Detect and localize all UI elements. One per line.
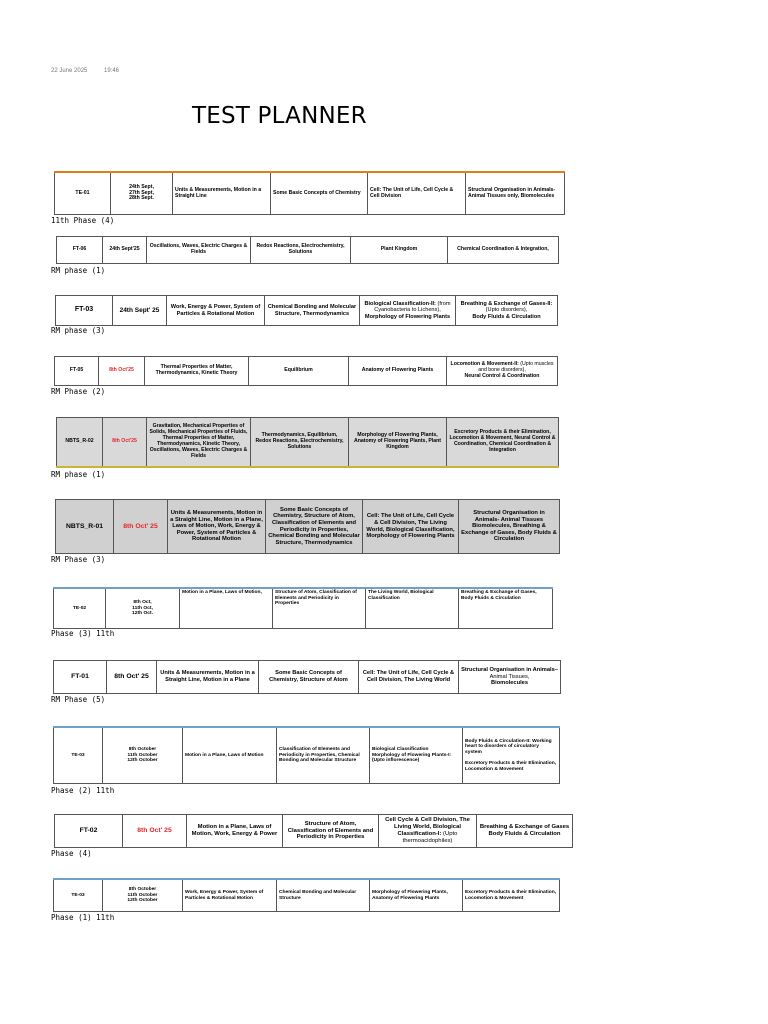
- zoology-syllabus: Structural Organisation in Animals– Animal Tissues, Biomolecules: [459, 661, 561, 694]
- zoology-syllabus: Breathing & Exchange of Gases, Body Fluids & Circulation: [459, 588, 553, 629]
- test-table-ft03: [55, 295, 558, 326]
- chemistry-syllabus: Chemical Bonding and Molecular Structure, Thermodynamics: [265, 296, 360, 326]
- test-date: 24th Sept'25: [103, 237, 147, 264]
- test-table-ft06: [56, 236, 559, 264]
- test-date: 8th Oct' 25: [123, 815, 187, 848]
- zoology-syllabus: Breathing & Exchange of Gases Body Fluids & Circulation: [477, 815, 573, 848]
- physics-syllabus: Thermal Properties of Matter, Thermodynamics, Kinetic Theory: [145, 357, 249, 386]
- phase-caption: Phase (1) 11th: [51, 913, 115, 922]
- test-table-te02: [53, 587, 553, 629]
- botany-syllabus: Cell: The Unit of Life, Cell Cycle & Cell Division: [368, 172, 466, 215]
- test-date: 8th October 11th October 12th October: [103, 879, 183, 912]
- phase-caption: RM phase (1): [51, 470, 106, 479]
- physics-syllabus: Motion in a Plane, Laws of Motion,: [180, 588, 273, 629]
- phase-caption: Phase (4): [51, 849, 92, 858]
- test-code: NBTS_R-01: [56, 500, 114, 554]
- test-code: FT-02: [55, 815, 123, 848]
- phase-caption: RM Phase (5): [51, 695, 106, 704]
- zoology-syllabus: Structural Organisation in Animals- Animal Tissues Biomolecules, Breathing & Exchange of Gases, Body Fluids & Circulation: [459, 500, 560, 554]
- test-table-ft01: [53, 660, 561, 694]
- test-code: TE-03: [54, 879, 103, 912]
- test-date: 8th Oct' 25: [107, 661, 157, 694]
- phase-caption: 11th Phase (4): [51, 216, 115, 225]
- page-title: TEST PLANNER: [192, 103, 367, 129]
- test-table-te03-a: [53, 726, 560, 784]
- test-date: 8th Oct'25: [103, 418, 147, 468]
- note-date: 22 June 2025: [51, 68, 88, 74]
- test-table-te03-b: [53, 878, 560, 912]
- zoology-syllabus: Locomotion & Movement-II: (Upto muscles and bone disorders), Neural Control & Coordination: [447, 357, 558, 386]
- physics-syllabus: Gravitation, Mechanical Properties of Solids, Mechanical Properties of Fluids, Thermal Properties of Matter, Thermodynamics, Kinetic Theory, Oscillations, Waves, Electric Charges & Fields: [147, 418, 251, 468]
- test-code: FT-06: [57, 237, 103, 264]
- test-table-ft02: [54, 814, 573, 848]
- botany-syllabus: Biological Classification Morphology of Flowering Plants-I: (Upto inflorescence): [370, 727, 463, 784]
- chemistry-syllabus: Some Basic Concepts of Chemistry, Structure of Atom: [259, 661, 359, 694]
- botany-syllabus: Anatomy of Flowering Plants: [349, 357, 447, 386]
- test-date: 24th Sept, 27th Sept, 28th Sept.: [111, 172, 173, 215]
- physics-syllabus: Motion in a Plane, Laws of Motion, Work, Energy & Power: [187, 815, 283, 848]
- test-date: 8th Oct, 11th Oct, 12th Oct.: [106, 588, 180, 629]
- phase-caption: RM Phase (2): [51, 387, 106, 396]
- botany-syllabus: Morphology of Flowering Plants, Anatomy of Flowering Plants, Plant Kingdom: [349, 418, 447, 468]
- botany-syllabus: The Living World, Biological Classification: [366, 588, 459, 629]
- botany-syllabus: Cell Cycle & Cell Division, The Living World, Biological Classification-I: (Upto thermoacidophiles): [379, 815, 477, 848]
- botany-syllabus: Biological Classification-II: (from Cyanobacteria to Lichens), Morphology of Flowering Plants: [360, 296, 456, 326]
- chemistry-syllabus: Structure of Atom, Classification of Elements and Periodicity in Properties: [273, 588, 366, 629]
- physics-syllabus: Units & Measurements, Motion in a Straight Line: [173, 172, 271, 215]
- chemistry-syllabus: Chemical Bonding and Molecular Structure: [277, 879, 370, 912]
- botany-syllabus: Cell: The Unit of Life, Cell Cycle & Cell Division, The Living World, Biological Classification, Morphology of Flowering Plants: [363, 500, 459, 554]
- test-table-nbts-r02: [56, 417, 559, 468]
- zoology-syllabus: Breathing & Exchange of Gases-II: (Upto disorders), Body Fluids & Circulation: [456, 296, 558, 326]
- botany-syllabus: Plant Kingdom: [351, 237, 448, 264]
- physics-syllabus: Motion in a Plane, Laws of Motion: [183, 727, 277, 784]
- test-date: 8th Oct'25: [99, 357, 145, 386]
- test-code: FT-01: [54, 661, 107, 694]
- test-code: TE-03: [54, 727, 103, 784]
- note-time: 19:46: [104, 68, 120, 74]
- phase-caption: RM phase (1): [51, 266, 106, 275]
- chemistry-syllabus: Some Basic Concepts of Chemistry: [271, 172, 368, 215]
- physics-syllabus: Units & Measurements, Motion in a Straight Line, Motion in a Plane, Laws of Motion, Work, Energy & Power, System of Particles & Rotational Motion: [168, 500, 266, 554]
- chemistry-syllabus: Classification of Elements and Periodicity in Properties, Chemical Bonding and Molecular Structure: [277, 727, 370, 784]
- test-code: FT-03: [56, 296, 113, 326]
- test-code: FT-05: [55, 357, 99, 386]
- test-date: 8th Oct' 25: [114, 500, 168, 554]
- zoology-syllabus: Excretory Products & their Elimination, Locomotion & Movement: [463, 879, 560, 912]
- phase-caption: RM Phase (3): [51, 555, 106, 564]
- phase-caption: Phase (3) 11th: [51, 629, 115, 638]
- test-date: 24th Sept' 25: [113, 296, 167, 326]
- phase-caption: Phase (2) 11th: [51, 786, 115, 795]
- test-code: TE-02: [54, 588, 106, 629]
- botany-syllabus: Morphology of Flowering Plants, Anatomy of Flowering Plants: [370, 879, 463, 912]
- test-table-te01: [54, 171, 565, 215]
- test-code: NBTS_R-02: [57, 418, 103, 468]
- test-table-ft05: [54, 356, 558, 386]
- chemistry-syllabus: Thermodynamics, Equilibrium, Redox Reactions, Electrochemistry, Solutions: [251, 418, 349, 468]
- test-code: TE-01: [55, 172, 111, 215]
- zoology-syllabus: Chemical Coordination & Integration,: [448, 237, 559, 264]
- physics-syllabus: Units & Measurements, Motion in a Straight Line, Motion in a Plane: [157, 661, 259, 694]
- chemistry-syllabus: Equilibrium: [249, 357, 349, 386]
- chemistry-syllabus: Structure of Atom, Classification of Elements and Periodicity in Properties: [283, 815, 379, 848]
- zoology-syllabus: Body Fluids & Circulation-II: Working heart to disorders of circulatory system Excretory Products & their Elimination, Locomotion & Movement: [463, 727, 560, 784]
- phase-caption: RM phase (3): [51, 326, 106, 335]
- zoology-syllabus: Structural Organisation in Animals-Animal Tissues only, Biomolecules: [466, 172, 565, 215]
- physics-syllabus: Work, Energy & Power, System of Particles & Rotational Motion: [167, 296, 265, 326]
- physics-syllabus: Work, Energy & Power, System of Particles & Rotational Motion: [183, 879, 277, 912]
- test-table-nbts-r01: [55, 499, 560, 554]
- zoology-syllabus: Excretory Products & their Elimination, Locomotion & Movement, Neural Control & Coordination, Chemical Coordination & Integration: [447, 418, 559, 468]
- botany-syllabus: Cell: The Unit of Life, Cell Cycle & Cell Division, The Living World: [359, 661, 459, 694]
- chemistry-syllabus: Redox Reactions, Electrochemistry, Solutions: [251, 237, 351, 264]
- physics-syllabus: Oscillations, Waves, Electric Charges & Fields: [147, 237, 251, 264]
- chemistry-syllabus: Some Basic Concepts of Chemistry, Structure of Atom, Classification of Elements and Periodicity in Properties, Chemical Bonding and Molecular Structure, Thermodynamics: [266, 500, 363, 554]
- test-date: 8th October 11th October 12th October: [103, 727, 183, 784]
